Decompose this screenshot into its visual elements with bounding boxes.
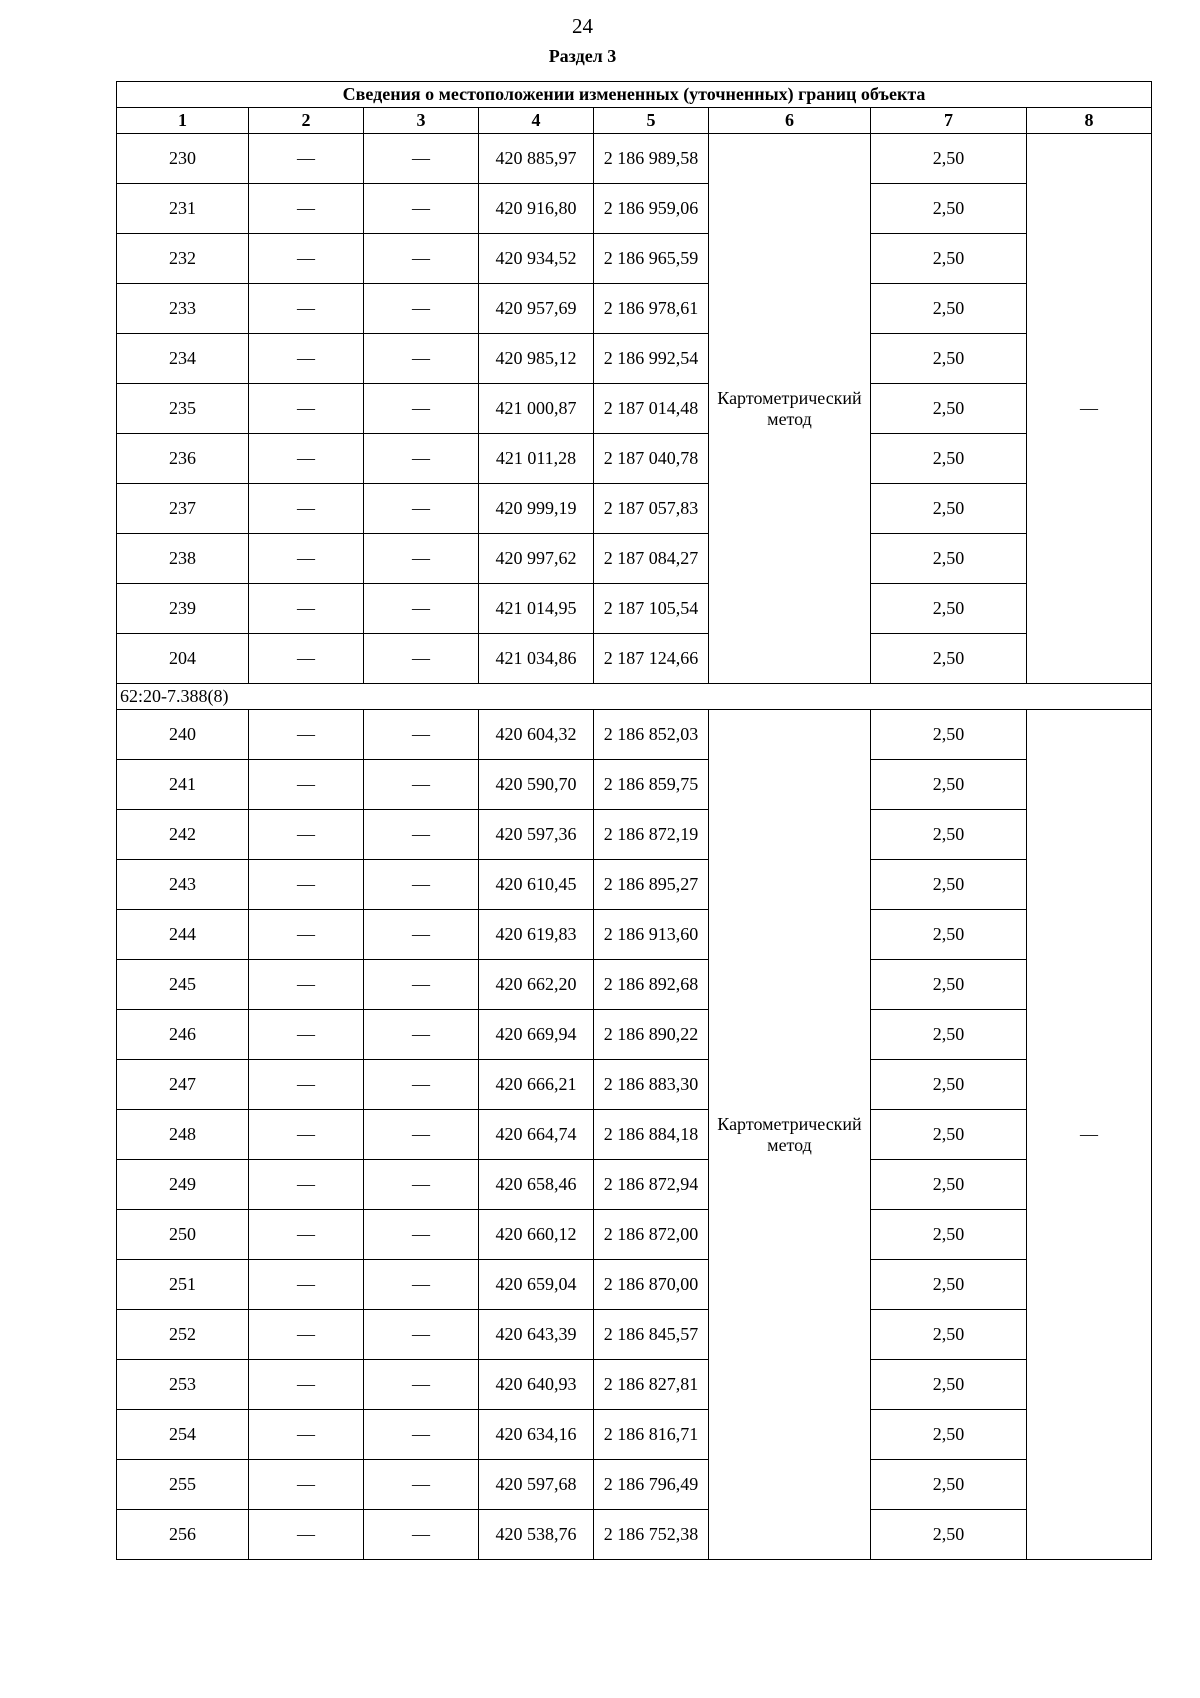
column-header-6: 6 bbox=[709, 108, 871, 134]
point-number-cell: 237 bbox=[117, 484, 249, 534]
col3-dash-cell: — bbox=[364, 1260, 479, 1310]
y-coordinate-cell: 2 186 845,57 bbox=[594, 1310, 709, 1360]
x-coordinate-cell: 420 985,12 bbox=[479, 334, 594, 384]
col2-dash-cell: — bbox=[249, 1410, 364, 1460]
col2-dash-cell: — bbox=[249, 134, 364, 184]
table-row bbox=[117, 1210, 1152, 1260]
col3-dash-cell: — bbox=[364, 284, 479, 334]
table-row bbox=[117, 1110, 1152, 1160]
col2-dash-cell: — bbox=[249, 1060, 364, 1110]
accuracy-cell: 2,50 bbox=[871, 1510, 1027, 1560]
x-coordinate-cell: 420 934,52 bbox=[479, 234, 594, 284]
col3-dash-cell: — bbox=[364, 134, 479, 184]
col8-dash-cell: — bbox=[1027, 134, 1152, 684]
col3-dash-cell: — bbox=[364, 1360, 479, 1410]
table-row bbox=[117, 384, 1152, 434]
col3-dash-cell: — bbox=[364, 1210, 479, 1260]
y-coordinate-cell: 2 186 978,61 bbox=[594, 284, 709, 334]
accuracy-cell: 2,50 bbox=[871, 810, 1027, 860]
point-number-cell: 242 bbox=[117, 810, 249, 860]
x-coordinate-cell: 420 957,69 bbox=[479, 284, 594, 334]
col3-dash-cell: — bbox=[364, 1110, 479, 1160]
col2-dash-cell: — bbox=[249, 710, 364, 760]
x-coordinate-cell: 420 643,39 bbox=[479, 1310, 594, 1360]
x-coordinate-cell: 420 662,20 bbox=[479, 960, 594, 1010]
x-coordinate-cell: 420 538,76 bbox=[479, 1510, 594, 1560]
accuracy-cell: 2,50 bbox=[871, 1360, 1027, 1410]
col2-dash-cell: — bbox=[249, 760, 364, 810]
column-header-8: 8 bbox=[1027, 108, 1152, 134]
point-number-cell: 256 bbox=[117, 1510, 249, 1560]
x-coordinate-cell: 420 664,74 bbox=[479, 1110, 594, 1160]
col2-dash-cell: — bbox=[249, 484, 364, 534]
table-row bbox=[117, 1010, 1152, 1060]
table-row bbox=[117, 1310, 1152, 1360]
table-row bbox=[117, 584, 1152, 634]
col3-dash-cell: — bbox=[364, 184, 479, 234]
x-coordinate-cell: 420 604,32 bbox=[479, 710, 594, 760]
table-row bbox=[117, 860, 1152, 910]
point-number-cell: 255 bbox=[117, 1460, 249, 1510]
method-cell: Картометрический метод bbox=[709, 134, 871, 684]
point-number-cell: 233 bbox=[117, 284, 249, 334]
y-coordinate-cell: 2 186 859,75 bbox=[594, 760, 709, 810]
col3-dash-cell: — bbox=[364, 1510, 479, 1560]
y-coordinate-cell: 2 187 105,54 bbox=[594, 584, 709, 634]
col3-dash-cell: — bbox=[364, 910, 479, 960]
x-coordinate-cell: 420 885,97 bbox=[479, 134, 594, 184]
accuracy-cell: 2,50 bbox=[871, 434, 1027, 484]
boundary-coordinates-table bbox=[116, 81, 1152, 1560]
table-row bbox=[117, 1360, 1152, 1410]
point-number-cell: 243 bbox=[117, 860, 249, 910]
table-row bbox=[117, 434, 1152, 484]
y-coordinate-cell: 2 186 989,58 bbox=[594, 134, 709, 184]
y-coordinate-cell: 2 186 895,27 bbox=[594, 860, 709, 910]
table-row bbox=[117, 484, 1152, 534]
col2-dash-cell: — bbox=[249, 1010, 364, 1060]
col3-dash-cell: — bbox=[364, 960, 479, 1010]
x-coordinate-cell: 420 666,21 bbox=[479, 1060, 594, 1110]
col3-dash-cell: — bbox=[364, 810, 479, 860]
col3-dash-cell: — bbox=[364, 1160, 479, 1210]
col2-dash-cell: — bbox=[249, 634, 364, 684]
x-coordinate-cell: 420 590,70 bbox=[479, 760, 594, 810]
x-coordinate-cell: 420 916,80 bbox=[479, 184, 594, 234]
col2-dash-cell: — bbox=[249, 1460, 364, 1510]
accuracy-cell: 2,50 bbox=[871, 134, 1027, 184]
point-number-cell: 251 bbox=[117, 1260, 249, 1310]
point-number-cell: 231 bbox=[117, 184, 249, 234]
table-row bbox=[117, 134, 1152, 184]
table-row bbox=[117, 910, 1152, 960]
table-row bbox=[117, 1460, 1152, 1510]
column-header-7: 7 bbox=[871, 108, 1027, 134]
point-number-cell: 246 bbox=[117, 1010, 249, 1060]
y-coordinate-cell: 2 186 796,49 bbox=[594, 1460, 709, 1510]
col3-dash-cell: — bbox=[364, 434, 479, 484]
column-header-3: 3 bbox=[364, 108, 479, 134]
point-number-cell: 204 bbox=[117, 634, 249, 684]
table-row bbox=[117, 184, 1152, 234]
page-number: 24 bbox=[572, 14, 593, 38]
point-number-cell: 235 bbox=[117, 384, 249, 434]
table-row bbox=[117, 534, 1152, 584]
point-number-cell: 240 bbox=[117, 710, 249, 760]
col3-dash-cell: — bbox=[364, 234, 479, 284]
table-row bbox=[117, 334, 1152, 384]
col2-dash-cell: — bbox=[249, 584, 364, 634]
accuracy-cell: 2,50 bbox=[871, 284, 1027, 334]
table-row bbox=[117, 1510, 1152, 1560]
point-number-cell: 248 bbox=[117, 1110, 249, 1160]
accuracy-cell: 2,50 bbox=[871, 1060, 1027, 1110]
point-number-cell: 232 bbox=[117, 234, 249, 284]
col2-dash-cell: — bbox=[249, 284, 364, 334]
col3-dash-cell: — bbox=[364, 584, 479, 634]
point-number-cell: 234 bbox=[117, 334, 249, 384]
x-coordinate-cell: 420 658,46 bbox=[479, 1160, 594, 1210]
col8-dash-cell: — bbox=[1027, 710, 1152, 1560]
col3-dash-cell: — bbox=[364, 1010, 479, 1060]
col3-dash-cell: — bbox=[364, 760, 479, 810]
col3-dash-cell: — bbox=[364, 634, 479, 684]
point-number-cell: 244 bbox=[117, 910, 249, 960]
table-row bbox=[117, 234, 1152, 284]
x-coordinate-cell: 420 619,83 bbox=[479, 910, 594, 960]
section-title: Раздел 3 bbox=[548, 46, 617, 66]
col2-dash-cell: — bbox=[249, 384, 364, 434]
accuracy-cell: 2,50 bbox=[871, 860, 1027, 910]
y-coordinate-cell: 2 186 890,22 bbox=[594, 1010, 709, 1060]
column-header-1: 1 bbox=[117, 108, 249, 134]
col2-dash-cell: — bbox=[249, 1210, 364, 1260]
y-coordinate-cell: 2 186 884,18 bbox=[594, 1110, 709, 1160]
parcel-label: 62:20-7.388(8) bbox=[117, 684, 1152, 710]
accuracy-cell: 2,50 bbox=[871, 184, 1027, 234]
method-cell: Картометрический метод bbox=[709, 710, 871, 1560]
y-coordinate-cell: 2 186 816,71 bbox=[594, 1410, 709, 1460]
accuracy-cell: 2,50 bbox=[871, 1310, 1027, 1360]
accuracy-cell: 2,50 bbox=[871, 484, 1027, 534]
y-coordinate-cell: 2 186 959,06 bbox=[594, 184, 709, 234]
point-number-cell: 241 bbox=[117, 760, 249, 810]
x-coordinate-cell: 421 014,95 bbox=[479, 584, 594, 634]
column-number-header-row bbox=[117, 108, 1152, 134]
y-coordinate-cell: 2 187 084,27 bbox=[594, 534, 709, 584]
col2-dash-cell: — bbox=[249, 534, 364, 584]
table-row bbox=[117, 1060, 1152, 1110]
point-number-cell: 253 bbox=[117, 1360, 249, 1410]
accuracy-cell: 2,50 bbox=[871, 960, 1027, 1010]
y-coordinate-cell: 2 187 040,78 bbox=[594, 434, 709, 484]
table-row bbox=[117, 284, 1152, 334]
y-coordinate-cell: 2 186 913,60 bbox=[594, 910, 709, 960]
column-header-4: 4 bbox=[479, 108, 594, 134]
point-number-cell: 230 bbox=[117, 134, 249, 184]
accuracy-cell: 2,50 bbox=[871, 234, 1027, 284]
col2-dash-cell: — bbox=[249, 1360, 364, 1410]
y-coordinate-cell: 2 186 872,19 bbox=[594, 810, 709, 860]
x-coordinate-cell: 420 997,62 bbox=[479, 534, 594, 584]
col2-dash-cell: — bbox=[249, 1510, 364, 1560]
accuracy-cell: 2,50 bbox=[871, 760, 1027, 810]
accuracy-cell: 2,50 bbox=[871, 634, 1027, 684]
col3-dash-cell: — bbox=[364, 534, 479, 584]
y-coordinate-cell: 2 186 752,38 bbox=[594, 1510, 709, 1560]
col3-dash-cell: — bbox=[364, 484, 479, 534]
table-row bbox=[117, 760, 1152, 810]
x-coordinate-cell: 420 659,04 bbox=[479, 1260, 594, 1310]
col3-dash-cell: — bbox=[364, 1310, 479, 1360]
accuracy-cell: 2,50 bbox=[871, 534, 1027, 584]
y-coordinate-cell: 2 186 872,94 bbox=[594, 1160, 709, 1210]
col2-dash-cell: — bbox=[249, 810, 364, 860]
x-coordinate-cell: 421 000,87 bbox=[479, 384, 594, 434]
col3-dash-cell: — bbox=[364, 1460, 479, 1510]
table-row bbox=[117, 1260, 1152, 1310]
table-row bbox=[117, 810, 1152, 860]
x-coordinate-cell: 420 640,93 bbox=[479, 1360, 594, 1410]
accuracy-cell: 2,50 bbox=[871, 1210, 1027, 1260]
y-coordinate-cell: 2 187 057,83 bbox=[594, 484, 709, 534]
column-header-2: 2 bbox=[249, 108, 364, 134]
accuracy-cell: 2,50 bbox=[871, 1410, 1027, 1460]
point-number-cell: 252 bbox=[117, 1310, 249, 1360]
accuracy-cell: 2,50 bbox=[871, 384, 1027, 434]
point-number-cell: 239 bbox=[117, 584, 249, 634]
y-coordinate-cell: 2 187 124,66 bbox=[594, 634, 709, 684]
table-row bbox=[117, 634, 1152, 684]
accuracy-cell: 2,50 bbox=[871, 584, 1027, 634]
y-coordinate-cell: 2 186 852,03 bbox=[594, 710, 709, 760]
y-coordinate-cell: 2 186 872,00 bbox=[594, 1210, 709, 1260]
x-coordinate-cell: 420 660,12 bbox=[479, 1210, 594, 1260]
point-number-cell: 249 bbox=[117, 1160, 249, 1210]
accuracy-cell: 2,50 bbox=[871, 1460, 1027, 1510]
table-row bbox=[117, 960, 1152, 1010]
col2-dash-cell: — bbox=[249, 910, 364, 960]
y-coordinate-cell: 2 186 870,00 bbox=[594, 1260, 709, 1310]
accuracy-cell: 2,50 bbox=[871, 1010, 1027, 1060]
x-coordinate-cell: 421 034,86 bbox=[479, 634, 594, 684]
col3-dash-cell: — bbox=[364, 1410, 479, 1460]
accuracy-cell: 2,50 bbox=[871, 1110, 1027, 1160]
col2-dash-cell: — bbox=[249, 234, 364, 284]
col2-dash-cell: — bbox=[249, 184, 364, 234]
col2-dash-cell: — bbox=[249, 1160, 364, 1210]
point-number-cell: 236 bbox=[117, 434, 249, 484]
col3-dash-cell: — bbox=[364, 710, 479, 760]
col3-dash-cell: — bbox=[364, 384, 479, 434]
y-coordinate-cell: 2 186 965,59 bbox=[594, 234, 709, 284]
y-coordinate-cell: 2 186 992,54 bbox=[594, 334, 709, 384]
col2-dash-cell: — bbox=[249, 960, 364, 1010]
x-coordinate-cell: 420 999,19 bbox=[479, 484, 594, 534]
x-coordinate-cell: 420 597,36 bbox=[479, 810, 594, 860]
col2-dash-cell: — bbox=[249, 1310, 364, 1360]
col2-dash-cell: — bbox=[249, 1260, 364, 1310]
x-coordinate-cell: 420 610,45 bbox=[479, 860, 594, 910]
col2-dash-cell: — bbox=[249, 434, 364, 484]
y-coordinate-cell: 2 186 892,68 bbox=[594, 960, 709, 1010]
point-number-cell: 250 bbox=[117, 1210, 249, 1260]
accuracy-cell: 2,50 bbox=[871, 1160, 1027, 1210]
col3-dash-cell: — bbox=[364, 1060, 479, 1110]
col3-dash-cell: — bbox=[364, 860, 479, 910]
point-number-cell: 247 bbox=[117, 1060, 249, 1110]
table-row bbox=[117, 1410, 1152, 1460]
x-coordinate-cell: 420 669,94 bbox=[479, 1010, 594, 1060]
table-row bbox=[117, 710, 1152, 760]
point-number-cell: 238 bbox=[117, 534, 249, 584]
col2-dash-cell: — bbox=[249, 1110, 364, 1160]
point-number-cell: 245 bbox=[117, 960, 249, 1010]
col2-dash-cell: — bbox=[249, 860, 364, 910]
column-header-5: 5 bbox=[594, 108, 709, 134]
accuracy-cell: 2,50 bbox=[871, 710, 1027, 760]
x-coordinate-cell: 420 597,68 bbox=[479, 1460, 594, 1510]
accuracy-cell: 2,50 bbox=[871, 1260, 1027, 1310]
col2-dash-cell: — bbox=[249, 334, 364, 384]
parcel-label-row bbox=[117, 684, 1152, 710]
y-coordinate-cell: 2 186 883,30 bbox=[594, 1060, 709, 1110]
x-coordinate-cell: 420 634,16 bbox=[479, 1410, 594, 1460]
point-number-cell: 254 bbox=[117, 1410, 249, 1460]
table-row bbox=[117, 1160, 1152, 1210]
x-coordinate-cell: 421 011,28 bbox=[479, 434, 594, 484]
table-caption: Сведения о местоположении измененных (уточненных) границ объекта bbox=[117, 82, 1152, 108]
y-coordinate-cell: 2 187 014,48 bbox=[594, 384, 709, 434]
col3-dash-cell: — bbox=[364, 334, 479, 384]
y-coordinate-cell: 2 186 827,81 bbox=[594, 1360, 709, 1410]
accuracy-cell: 2,50 bbox=[871, 334, 1027, 384]
accuracy-cell: 2,50 bbox=[871, 910, 1027, 960]
